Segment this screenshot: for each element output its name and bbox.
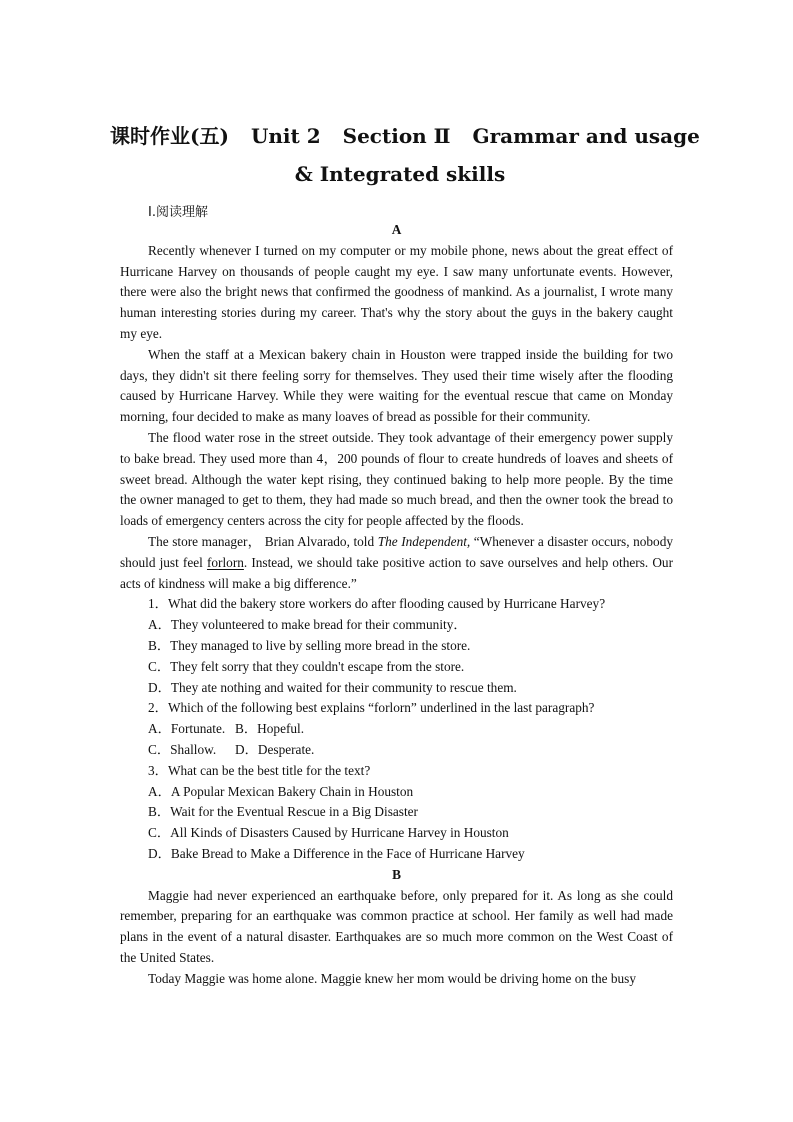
question-option: C．Shallow.: [148, 741, 217, 757]
question-2: [120, 698, 673, 760]
question-option: A．A Popular Mexican Bakery Chain in Houston: [148, 783, 414, 799]
passage-a-paragraph: When the staff at a Mexican bakery chain in Houston were trapped inside the building for two days, they didn't sit there feeling sorry for themselves. They used their time wisely after the flooding caused by Hurricane Harvey. While they were waiting for the eventual rescue that came on Monday morning, four decided to make as many loaves of bread as possible for their community.: [120, 346, 673, 425]
document-title-line1: [110, 120, 700, 149]
title-part-topic: Grammar and usage: [472, 124, 700, 148]
title-part-chinese: 课时作业(五): [110, 124, 229, 148]
passage-b-paragraph: Today Maggie was home alone. Maggie knew her mom would be driving home on the busy: [148, 970, 636, 986]
quote-text: “Whenever a disaster occurs, nobody should just feel: [120, 533, 674, 570]
question-1: [120, 594, 673, 698]
passage-a-paragraph-quote: [120, 532, 673, 594]
passage-a: [120, 220, 673, 989]
passage-a-label: A: [391, 222, 402, 237]
underlined-word: forlorn: [206, 554, 244, 570]
question-option-row: [120, 719, 673, 740]
document-title-line2: & Integrated skills: [294, 162, 506, 186]
question-option: A．Fortunate.: [148, 721, 226, 737]
quote-end: . Instead, we should take positive action to save ourselves and help others. Our acts of kindness will make a big difference.”: [120, 554, 674, 591]
passage-a-paragraph: The flood water rose in the street outside. They took advantage of their emergency power supply to bake bread. They used more than 4，200 pounds of flour to create hundreds of loaves and sheets of sweet bread. Although the water kept rising, they continued baking to help more people. By the time the owner managed to get to them, they had made so much bread, and then the owner took the bread to loads of emergency centers across the city for people affected by the floods.: [120, 429, 673, 529]
question-option: D．Desperate.: [235, 741, 315, 757]
passage-b-paragraph: Maggie had never experienced an earthquake before, only prepared for it. As long as she could remember, preparing for an earthquake was common practice at school. Her family as well had made plans in the event of a natural disaster. Earthquakes are so much more common on the West Coast of the United States.: [120, 887, 673, 965]
passage-b-label: B: [392, 866, 401, 882]
section-heading-reading: Ⅰ.阅读理解: [148, 205, 208, 220]
question-stem: 1．What did the bakery store workers do after flooding caused by Hurricane Harvey?: [148, 596, 606, 612]
question-option: B．They managed to live by selling more bread in the store.: [148, 637, 471, 653]
question-option: B．Hopeful.: [235, 721, 305, 737]
question-option: D．They ate nothing and waited for their community to rescue them.: [148, 679, 517, 695]
title-part-unit: Unit 2: [250, 124, 321, 148]
newspaper-name: The Independent,: [377, 533, 471, 549]
passage-a-paragraph: Recently whenever I turned on my computer or my mobile phone, news about the great effect of Hurricane Harvey on thousands of people caught my eye. I saw many unfortunate events. However, there were also the bright news that confirmed the goodness of mankind. As a journalist, I wrote many human interesting stories during my career. That's why the story about the guys in the bakery caught my eye.: [120, 242, 673, 341]
title-part-section: Section Ⅱ: [342, 124, 451, 148]
quote-intro: The store manager， Brian Alvarado, told: [148, 533, 378, 549]
question-option: C．They felt sorry that they couldn't escape from the store.: [148, 658, 465, 674]
question-3: [120, 761, 673, 865]
question-option: D．Bake Bread to Make a Difference in the Face of Hurricane Harvey: [148, 845, 525, 861]
question-stem: 3．What can be the best title for the text?: [148, 762, 371, 778]
question-option: A．They volunteered to make bread for their community．: [148, 617, 467, 633]
question-option-row: [120, 740, 673, 761]
question-option: C．All Kinds of Disasters Caused by Hurricane Harvey in Houston: [148, 825, 509, 841]
question-stem: 2．Which of the following best explains “forlorn” underlined in the last paragraph?: [148, 700, 595, 716]
question-option: B．Wait for the Eventual Rescue in a Big Disaster: [148, 804, 418, 820]
